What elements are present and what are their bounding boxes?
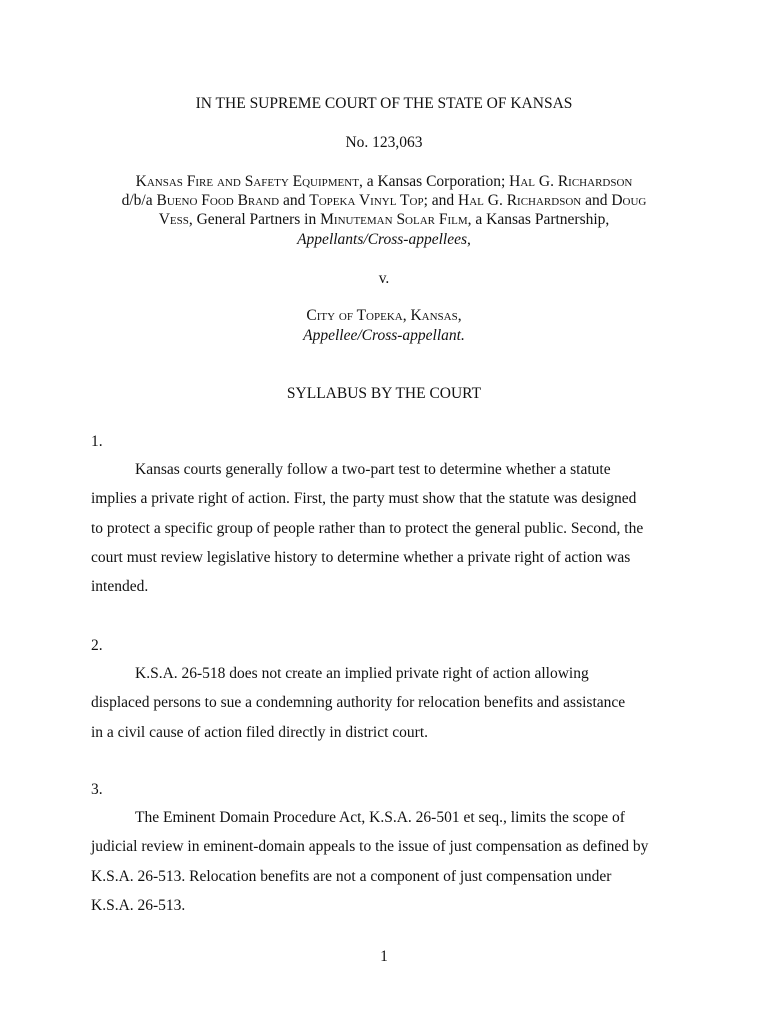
paragraph-line: intended.	[91, 578, 149, 596]
party-name: Hal G. Richardson	[458, 192, 582, 209]
syllabus-point-3	[91, 803, 663, 920]
paragraph-line: K.S.A. 26-513. Relocation benefits are not a component of just compensation under	[91, 867, 612, 885]
page-number: 1	[380, 948, 388, 965]
appellee-role	[0, 326, 768, 346]
point-number: 1.	[91, 433, 103, 450]
party-name: Hal G. Richardson	[509, 173, 633, 190]
party-text: ,	[457, 307, 462, 324]
party-name: Minuteman Solar Film	[320, 211, 468, 228]
paragraph-line: in a civil cause of action filed directly in district court.	[91, 723, 429, 741]
appellants-line-1	[0, 172, 768, 192]
party-name: Vess	[158, 211, 189, 228]
party-name: Kansas Fire and Safety Equipment	[135, 173, 359, 190]
role-text: Appellee/Cross-appellant.	[303, 327, 465, 344]
party-text: ; and	[423, 192, 459, 209]
party-name: Doug	[611, 192, 647, 209]
paragraph-line: implies a private right of action. First, the party must show that the statute was designed	[91, 490, 637, 508]
paragraph-line: K.S.A. 26-518 does not create an implied private right of action allowing	[135, 665, 589, 682]
point-number: 3.	[91, 781, 103, 798]
party-name: Bueno Food Brand	[156, 192, 280, 209]
syllabus-heading: SYLLABUS BY THE COURT	[286, 385, 482, 402]
paragraph-line: The Eminent Domain Procedure Act, K.S.A. 26-501 et seq., limits the scope of	[135, 809, 625, 826]
party-name: City of Topeka, Kansas	[306, 307, 458, 324]
party-text: and	[279, 192, 310, 209]
party-text: , a Kansas Corporation;	[358, 173, 510, 190]
party-text: and	[581, 192, 612, 209]
appellee-line	[0, 306, 768, 326]
paragraph-line: judicial review in eminent-domain appeals to the issue of just compensation as defined by	[91, 838, 649, 856]
court-heading: IN THE SUPREME COURT OF THE STATE OF KANSAS	[195, 95, 573, 112]
versus: v.	[378, 270, 390, 287]
party-text: , General Partners in	[188, 211, 321, 228]
appellants-line-3	[0, 210, 768, 230]
party-name: Topeka Vinyl Top	[309, 192, 424, 209]
paragraph-line: court must review legislative history to determine whether a private right of action was	[91, 548, 631, 566]
appellants-line-2	[0, 191, 768, 211]
role-suffix: ,	[467, 231, 471, 248]
party-text: , a Kansas Partnership,	[467, 211, 610, 228]
case-number: No. 123,063	[345, 134, 423, 151]
paragraph-line: K.S.A. 26-513.	[91, 896, 186, 914]
syllabus-point-1	[91, 455, 663, 601]
paragraph-line: Kansas courts generally follow a two-part test to determine whether a statute	[135, 461, 611, 478]
point-number: 2.	[91, 637, 103, 654]
role-text: Appellants/Cross-appellees	[297, 231, 468, 248]
appellants-role	[0, 230, 768, 250]
paragraph-line: displaced persons to sue a condemning authority for relocation benefits and assistance	[91, 694, 626, 712]
party-text: d/b/a	[121, 192, 157, 209]
paragraph-line: to protect a specific group of people rather than to protect the general public. Second, the	[91, 519, 644, 537]
syllabus-point-2	[91, 659, 663, 747]
